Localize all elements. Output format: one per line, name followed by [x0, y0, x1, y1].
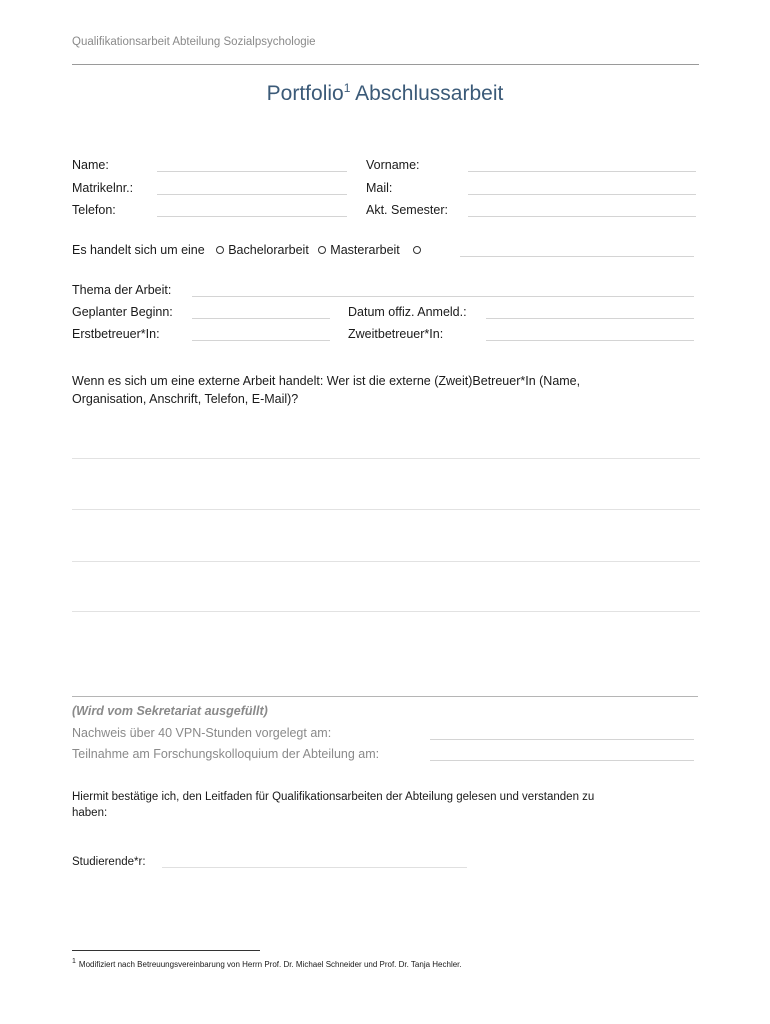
external-answer-line[interactable]	[72, 509, 700, 510]
bachelor-option-label: Bachelorarbeit	[228, 243, 309, 257]
vpn-field[interactable]	[430, 739, 694, 740]
other-option[interactable]	[413, 243, 425, 257]
semester-field[interactable]	[468, 216, 696, 217]
radio-circle-icon[interactable]	[216, 246, 224, 254]
confirmation-line1: Hiermit bestätige ich, den Leitfaden für Qualifikationsarbeiten der Abteilung gelesen und verstanden zu	[72, 791, 595, 803]
thesis-type-question	[72, 242, 425, 258]
telefon-label: Telefon:	[72, 203, 116, 217]
other-type-field[interactable]	[460, 256, 694, 257]
erstbetreuer-field[interactable]	[192, 340, 330, 341]
telefon-field[interactable]	[157, 216, 347, 217]
bachelor-option[interactable]	[216, 243, 309, 257]
secretariat-rule	[72, 696, 698, 697]
thesis-type-label: Es handelt sich um eine	[72, 243, 205, 257]
thema-label: Thema der Arbeit:	[72, 283, 172, 297]
beginn-field[interactable]	[192, 318, 330, 319]
external-answer-line[interactable]	[72, 561, 700, 562]
master-option-label: Masterarbeit	[330, 243, 400, 257]
radio-circle-icon[interactable]	[318, 246, 326, 254]
secretariat-title: (Wird vom Sekretariat ausgefüllt)	[72, 704, 268, 718]
page-title	[0, 80, 770, 108]
vorname-field[interactable]	[468, 171, 696, 172]
header-rule	[72, 64, 699, 65]
name-field[interactable]	[157, 171, 347, 172]
semester-label: Akt. Semester:	[366, 203, 448, 217]
matrikelnr-field[interactable]	[157, 194, 347, 195]
vpn-label: Nachweis über 40 VPN-Stunden vorgelegt am:	[72, 726, 332, 740]
title-main: Portfolio	[266, 82, 344, 105]
title-footnote-mark: 1	[343, 81, 351, 95]
zweitbetreuer-label: Zweitbetreuer*In:	[348, 327, 444, 341]
erstbetreuer-label: Erstbetreuer*In:	[72, 327, 160, 341]
master-option[interactable]	[318, 243, 399, 257]
thema-field[interactable]	[192, 296, 694, 297]
datum-field[interactable]	[486, 318, 694, 319]
kolloquium-field[interactable]	[430, 760, 694, 761]
footnote-text: Modifiziert nach Betreuungsvereinbarung von Herrn Prof. Dr. Michael Schneider und Prof. Dr. Tanja Hechler.	[78, 960, 462, 969]
footnote-mark: 1	[72, 958, 76, 966]
confirmation-line2: haben:	[72, 807, 108, 819]
document-header: Qualifikationsarbeit Abteilung Sozialpsychologie	[72, 36, 316, 48]
vorname-label: Vorname:	[366, 158, 420, 172]
zweitbetreuer-field[interactable]	[486, 340, 694, 341]
name-label: Name:	[72, 158, 109, 172]
mail-field[interactable]	[468, 194, 696, 195]
title-rest: Abschlussarbeit	[350, 82, 504, 105]
kolloquium-label: Teilnahme am Forschungskolloquium der Abteilung am:	[72, 747, 380, 761]
footnote-rule	[72, 950, 260, 951]
matrikelnr-label: Matrikelnr.:	[72, 181, 134, 195]
signature-field[interactable]	[162, 867, 467, 868]
footnote	[72, 959, 462, 971]
mail-label: Mail:	[366, 181, 393, 195]
beginn-label: Geplanter Beginn:	[72, 305, 173, 319]
signature-label: Studierende*r:	[72, 856, 146, 868]
external-question-line2: Organisation, Anschrift, Telefon, E-Mail)?	[72, 392, 299, 406]
external-question-line1: Wenn es sich um eine externe Arbeit handelt: Wer ist die externe (Zweit)Betreuer*In (Name,	[72, 374, 581, 388]
datum-label: Datum offiz. Anmeld.:	[348, 305, 467, 319]
external-answer-line[interactable]	[72, 458, 700, 459]
radio-circle-icon[interactable]	[413, 246, 421, 254]
external-answer-line[interactable]	[72, 611, 700, 612]
